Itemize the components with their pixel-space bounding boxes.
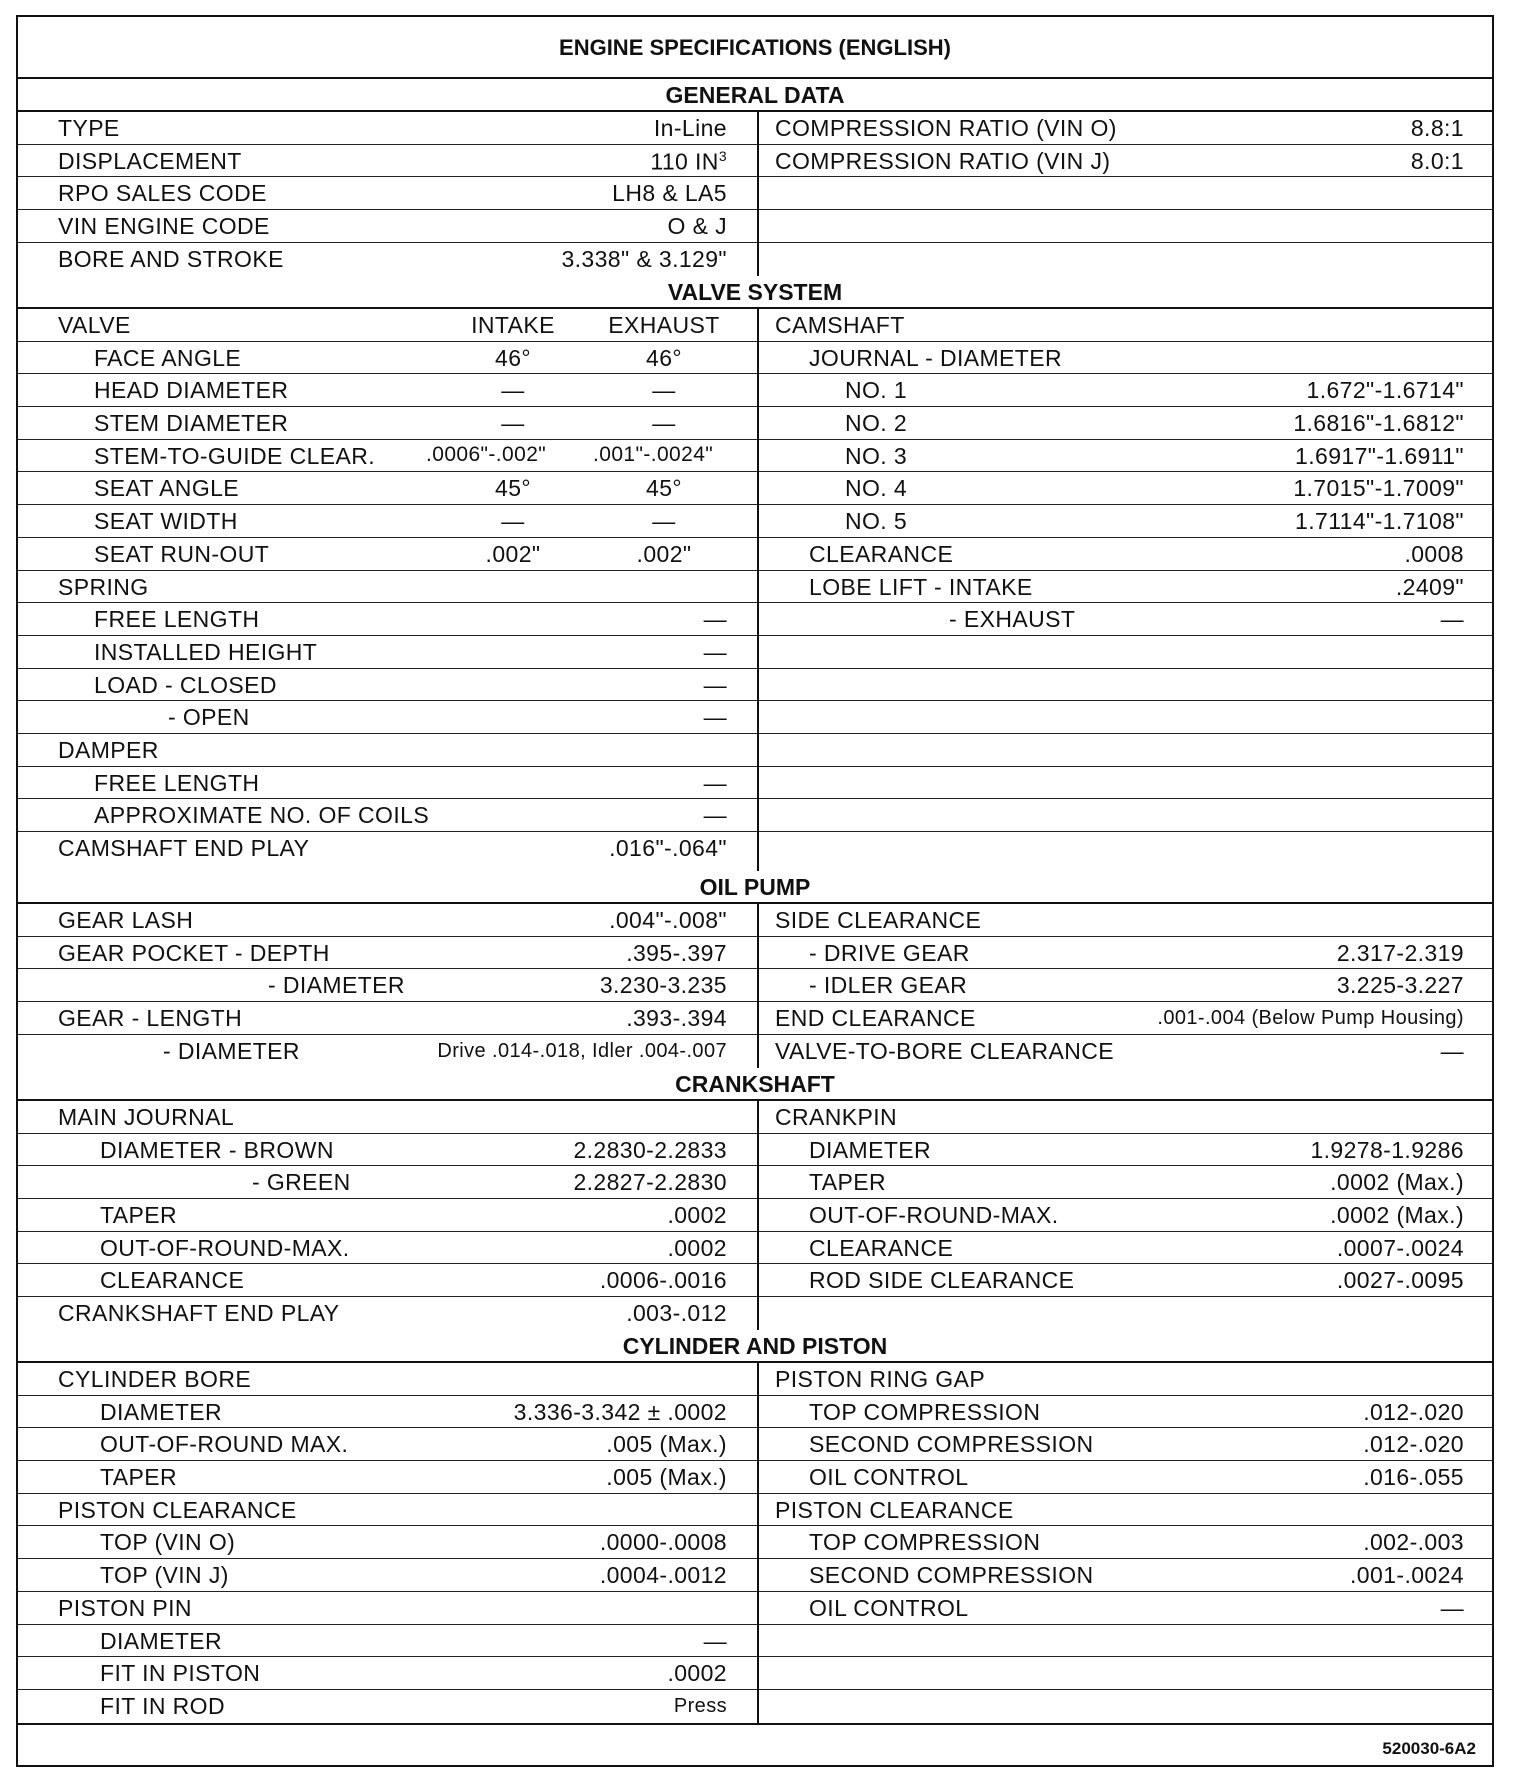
- spec-label: LOAD - CLOSED: [94, 671, 277, 698]
- spec-label: VIN ENGINE CODE: [58, 213, 270, 240]
- spec-row-clearance: [18, 1264, 757, 1297]
- spec-label: FIT IN PISTON: [100, 1660, 261, 1687]
- spec-value: 2.317-2.319: [1336, 939, 1464, 966]
- valve-header-row: [18, 309, 757, 342]
- spec-value: —: [703, 606, 727, 633]
- spec-label: SEAT RUN-OUT: [94, 540, 270, 567]
- journal-header-row: [759, 342, 1492, 375]
- valve-row: [18, 407, 757, 440]
- spec-row-ring-oil: [759, 1461, 1492, 1494]
- spec-value: .001-.004 (Below Pump Housing): [1157, 1007, 1464, 1030]
- empty-row: [759, 669, 1492, 702]
- spec-value: 3.230-3.235: [599, 972, 727, 999]
- intake-column-header: INTAKE: [471, 312, 555, 338]
- damper-row: [18, 767, 757, 800]
- spec-label: STEM-TO-GUIDE CLEAR.: [94, 442, 376, 469]
- spec-value: —: [1440, 606, 1464, 633]
- spec-row-cam-end-play: [18, 832, 757, 865]
- empty-row: [759, 701, 1492, 734]
- footer: [18, 1723, 1492, 1767]
- spec-value: 1.672"-1.6714": [1306, 377, 1464, 404]
- spec-label: HEAD DIAMETER: [94, 377, 289, 404]
- spec-label: DIAMETER: [809, 1136, 932, 1163]
- spec-row-end-clearance: [759, 1002, 1492, 1035]
- crank-right-column: [759, 1101, 1492, 1330]
- spec-row-bore-taper: [18, 1461, 757, 1494]
- cyl-left-column: [18, 1363, 759, 1723]
- spec-value: .016"-.064": [609, 835, 727, 861]
- spec-label: OIL CONTROL: [809, 1594, 969, 1621]
- spec-value: .012-.020: [1363, 1431, 1464, 1458]
- valve-row: [18, 374, 757, 407]
- spec-label: NO. 2: [845, 410, 908, 437]
- spec-value: .002-.003: [1363, 1529, 1464, 1556]
- spec-label: FREE LENGTH: [94, 769, 260, 796]
- spec-label: SPRING: [58, 573, 149, 600]
- valve-system-block: [18, 309, 1492, 871]
- spec-label: DISPLACEMENT: [58, 147, 242, 174]
- spec-row-crank-end-play: [18, 1297, 757, 1330]
- spec-row-out-of-round: [18, 1232, 757, 1265]
- empty-row: [759, 832, 1492, 865]
- spec-value: 1.6917"-1.6911": [1295, 442, 1464, 469]
- empty-row: [759, 1690, 1492, 1723]
- exhaust-value: —: [652, 377, 676, 404]
- spec-label: DIAMETER - BROWN: [100, 1136, 334, 1163]
- spec-label: BORE AND STROKE: [58, 245, 284, 272]
- spec-row-cr-vin-j: [759, 145, 1492, 178]
- spec-value: .005 (Max.): [606, 1464, 727, 1491]
- spec-value: —: [703, 802, 727, 829]
- spec-label: ROD SIDE CLEARANCE: [809, 1267, 1075, 1294]
- spec-row-valve-to-bore: [759, 1035, 1492, 1068]
- spring-row: [18, 636, 757, 669]
- spec-label: PISTON PIN: [58, 1594, 192, 1621]
- spec-value: —: [703, 1627, 727, 1654]
- spec-row-pin-out-of-round: [759, 1199, 1492, 1232]
- main-journal-header-row: [18, 1101, 757, 1134]
- spec-value: Drive .014-.018, Idler .004-.007: [437, 1039, 727, 1062]
- spec-value: .0006-.0016: [599, 1267, 727, 1294]
- spec-label: CAMSHAFT: [775, 312, 905, 338]
- spec-value: Press: [673, 1694, 727, 1717]
- spec-value: .0027-.0095: [1336, 1267, 1464, 1294]
- exhaust-value: 46°: [646, 344, 682, 371]
- spec-row-fit-in-rod: [18, 1690, 757, 1723]
- spec-label: CRANKSHAFT END PLAY: [58, 1300, 340, 1327]
- cylinder-bore-header-row: [18, 1363, 757, 1396]
- spec-value: .0004-.0012: [599, 1562, 727, 1589]
- spec-label: TOP COMPRESSION: [809, 1529, 1041, 1556]
- spec-value: 2.2827-2.2830: [573, 1169, 727, 1196]
- spec-value: .0002 (Max.): [1330, 1169, 1464, 1196]
- section-valve-system: VALVE SYSTEM: [18, 276, 1492, 309]
- spec-label: COMPRESSION RATIO (VIN J): [775, 147, 1111, 174]
- spec-value: .016-.055: [1363, 1464, 1464, 1491]
- spec-row-bore-diameter: [18, 1396, 757, 1429]
- cylinder-piston-block: [18, 1363, 1492, 1723]
- spec-label: TYPE: [58, 115, 120, 141]
- spec-row-pc2-second: [759, 1559, 1492, 1592]
- spec-sheet: [16, 15, 1494, 1767]
- spec-row-gear-diameter: [18, 1035, 757, 1068]
- spec-value: —: [1440, 1594, 1464, 1621]
- valve-row: [18, 538, 757, 571]
- spec-row-dia-green: [18, 1166, 757, 1199]
- spec-label: DAMPER: [58, 736, 159, 763]
- spec-label: DIAMETER: [100, 1627, 223, 1654]
- empty-row: [759, 636, 1492, 669]
- cyl-right-column: [759, 1363, 1492, 1723]
- spec-value: .2409": [1395, 573, 1464, 600]
- spec-value: 3.225-3.227: [1336, 972, 1464, 999]
- spec-value: 1.6816"-1.6812": [1293, 410, 1464, 437]
- spec-label: SECOND COMPRESSION: [809, 1431, 1094, 1458]
- oil-pump-block: [18, 904, 1492, 1068]
- spec-label: SEAT ANGLE: [94, 475, 240, 502]
- spec-value: 1.7114"-1.7108": [1295, 508, 1464, 535]
- spec-label: VALVE-TO-BORE CLEARANCE: [775, 1037, 1114, 1064]
- journal-row: [759, 472, 1492, 505]
- spec-label: LOBE LIFT - INTAKE: [809, 573, 1033, 600]
- exhaust-value: .001"-.0024": [593, 442, 714, 466]
- section-cylinder-piston: CYLINDER AND PISTON: [18, 1330, 1492, 1363]
- spec-value: .005 (Max.): [606, 1431, 727, 1458]
- spec-row-pocket-diameter: [18, 969, 757, 1002]
- spec-label: PISTON CLEARANCE: [58, 1496, 297, 1523]
- empty-row: [759, 177, 1492, 210]
- spec-row-ring-top: [759, 1396, 1492, 1429]
- spec-row-displacement: [18, 145, 757, 178]
- spec-row-idler-gear: [759, 969, 1492, 1002]
- spec-label: INSTALLED HEIGHT: [94, 638, 318, 665]
- spec-value: .393-.394: [626, 1005, 727, 1032]
- spec-label: CLEARANCE: [809, 540, 954, 567]
- spec-label: SEAT WIDTH: [94, 508, 238, 535]
- spec-label: FIT IN ROD: [100, 1692, 225, 1719]
- exhaust-column-header: EXHAUST: [608, 312, 720, 338]
- section-oil-pump: OIL PUMP: [18, 871, 1492, 904]
- spec-label: - DIAMETER: [163, 1037, 300, 1064]
- spec-value: .0002 (Max.): [1330, 1202, 1464, 1229]
- spec-value: LH8 & LA5: [612, 180, 727, 207]
- journal-row: [759, 440, 1492, 473]
- intake-value: .0006"-.002": [426, 442, 547, 466]
- valve-row: [18, 342, 757, 375]
- displacement-exponent: 3: [718, 147, 727, 164]
- spec-row-pin-taper: [759, 1166, 1492, 1199]
- spec-label: SECOND COMPRESSION: [809, 1562, 1094, 1589]
- spec-row-pc2-oil: [759, 1592, 1492, 1625]
- spec-value: .004"-.008": [609, 907, 727, 933]
- general-right-column: [759, 112, 1492, 276]
- spec-label: FACE ANGLE: [94, 344, 242, 371]
- exhaust-value: 45°: [646, 475, 682, 502]
- spec-label: - OPEN: [168, 704, 250, 731]
- crank-left-column: [18, 1101, 759, 1330]
- spec-row-fit-in-piston: [18, 1657, 757, 1690]
- spec-value: .012-.020: [1363, 1398, 1464, 1425]
- displacement-number: 110 IN: [650, 148, 719, 175]
- spec-value: 1.7015"-1.7009": [1293, 475, 1464, 502]
- intake-value: 46°: [495, 344, 531, 371]
- spec-row-bore-out-of-round: [18, 1428, 757, 1461]
- spring-row: [18, 603, 757, 636]
- spec-value: —: [703, 638, 727, 665]
- spec-value: 3.338" & 3.129": [561, 245, 727, 272]
- spec-label: OUT-OF-ROUND MAX.: [100, 1431, 349, 1458]
- spec-label: OUT-OF-ROUND-MAX.: [809, 1202, 1059, 1229]
- spring-row: [18, 701, 757, 734]
- spec-row-top-vin-j: [18, 1559, 757, 1592]
- oil-right-column: [759, 904, 1492, 1068]
- spec-label: CLEARANCE: [100, 1267, 245, 1294]
- damper-header-row: [18, 734, 757, 767]
- spec-label: MAIN JOURNAL: [58, 1104, 235, 1130]
- valve-right-column: [759, 309, 1492, 871]
- spec-label: CLEARANCE: [809, 1234, 954, 1261]
- spec-label: GEAR LASH: [58, 907, 194, 933]
- empty-row: [759, 243, 1492, 276]
- journal-row: [759, 505, 1492, 538]
- spec-label: PISTON RING GAP: [775, 1366, 986, 1392]
- empty-row: [759, 1625, 1492, 1658]
- exhaust-value: —: [652, 410, 676, 437]
- spec-row-type: [18, 112, 757, 145]
- spec-label: OUT-OF-ROUND-MAX.: [100, 1234, 350, 1261]
- journal-row: [759, 374, 1492, 407]
- spec-value: —: [703, 671, 727, 698]
- exhaust-value: —: [652, 508, 676, 535]
- spec-row-pin-diameter: [759, 1134, 1492, 1167]
- spec-value: .0000-.0008: [599, 1529, 727, 1556]
- spec-row-drive-gear: [759, 937, 1492, 970]
- spec-label: TOP (VIN J): [100, 1562, 229, 1589]
- spec-label: JOURNAL - DIAMETER: [809, 344, 1062, 371]
- spec-label: - EXHAUST: [949, 606, 1076, 633]
- spec-value: O & J: [667, 213, 727, 240]
- spec-value: —: [1440, 1037, 1464, 1064]
- intake-value: .002": [485, 540, 541, 567]
- empty-row: [759, 799, 1492, 832]
- spec-row-top-vin-o: [18, 1526, 757, 1559]
- spec-label: - GREEN: [252, 1169, 351, 1196]
- spec-value: 2.2830-2.2833: [573, 1136, 727, 1163]
- empty-row: [759, 1297, 1492, 1330]
- spec-row-bore-stroke: [18, 243, 757, 276]
- spec-label: RPO SALES CODE: [58, 180, 267, 207]
- spec-row-dia-brown: [18, 1134, 757, 1167]
- general-data-block: [18, 112, 1492, 276]
- crankpin-header-row: [759, 1101, 1492, 1134]
- oil-left-column: [18, 904, 759, 1068]
- spec-row-gear-lash: [18, 904, 757, 937]
- document-number: 520030-6A2: [1382, 1739, 1476, 1758]
- camshaft-header-row: [759, 309, 1492, 342]
- spec-label: NO. 5: [845, 508, 908, 535]
- spec-label: TAPER: [100, 1202, 177, 1229]
- spring-header-row: [18, 571, 757, 604]
- journal-row: [759, 407, 1492, 440]
- valve-row: [18, 505, 757, 538]
- crankshaft-block: [18, 1101, 1492, 1330]
- intake-value: —: [501, 508, 525, 535]
- page-title: ENGINE SPECIFICATIONS (ENGLISH): [18, 17, 1492, 79]
- spec-label: FREE LENGTH: [94, 606, 260, 633]
- spec-value: 8.0:1: [1410, 147, 1464, 174]
- spec-label: TAPER: [100, 1464, 177, 1491]
- spec-row-vin-code: [18, 210, 757, 243]
- spec-row-pc2-top: [759, 1526, 1492, 1559]
- spec-label: VALVE: [58, 312, 131, 338]
- intake-value: —: [501, 410, 525, 437]
- spec-label: CRANKPIN: [775, 1104, 898, 1130]
- spec-value: .0002: [667, 1660, 727, 1687]
- spec-label: NO. 1: [845, 377, 908, 404]
- piston-clearance-header-row: [18, 1494, 757, 1527]
- spec-label: TOP COMPRESSION: [809, 1398, 1041, 1425]
- spec-row-lobe-intake: [759, 571, 1492, 604]
- piston-pin-header-row: [18, 1592, 757, 1625]
- spec-label: STEM DIAMETER: [94, 410, 289, 437]
- spec-value: .0002: [667, 1234, 727, 1261]
- spec-label: APPROXIMATE NO. OF COILS: [94, 802, 430, 829]
- empty-row: [759, 1657, 1492, 1690]
- spec-row-pin-diameter: [18, 1625, 757, 1658]
- spec-label: COMPRESSION RATIO (VIN O): [775, 115, 1117, 141]
- general-left-column: [18, 112, 759, 276]
- piston-clearance-2-header-row: [759, 1494, 1492, 1527]
- spec-label: - DIAMETER: [268, 972, 405, 999]
- spec-row-pin-clearance: [759, 1232, 1492, 1265]
- spec-value: .395-.397: [626, 939, 727, 966]
- spec-value: .0007-.0024: [1336, 1234, 1464, 1261]
- section-crankshaft: CRANKSHAFT: [18, 1068, 1492, 1101]
- spec-value: .001-.0024: [1350, 1562, 1464, 1589]
- spec-row-lobe-exhaust: [759, 603, 1492, 636]
- side-clearance-header-row: [759, 904, 1492, 937]
- spec-label: - IDLER GEAR: [809, 972, 968, 999]
- spec-label: END CLEARANCE: [775, 1005, 976, 1032]
- exhaust-value: .002": [636, 540, 692, 567]
- spec-label: CYLINDER BORE: [58, 1366, 252, 1392]
- intake-value: —: [501, 377, 525, 404]
- spec-label: SIDE CLEARANCE: [775, 907, 982, 933]
- spec-value: .0008: [1404, 540, 1464, 567]
- ring-gap-header-row: [759, 1363, 1492, 1396]
- spec-row-cr-vin-o: [759, 112, 1492, 145]
- spec-value: 8.8:1: [1410, 115, 1464, 141]
- intake-value: 45°: [495, 475, 531, 502]
- spec-label: GEAR POCKET - DEPTH: [58, 939, 330, 966]
- spec-row-gear-length: [18, 1002, 757, 1035]
- spec-label: TAPER: [809, 1169, 886, 1196]
- empty-row: [759, 210, 1492, 243]
- spec-value: [650, 148, 727, 176]
- spec-value: .003-.012: [626, 1300, 727, 1327]
- spec-label: GEAR - LENGTH: [58, 1005, 243, 1032]
- spec-value: 3.336-3.342 ± .0002: [513, 1398, 727, 1425]
- spring-row: [18, 669, 757, 702]
- damper-row: [18, 799, 757, 832]
- spec-row-ring-second: [759, 1428, 1492, 1461]
- valve-row: [18, 440, 757, 473]
- spec-label: NO. 3: [845, 442, 908, 469]
- spec-label: - DRIVE GEAR: [809, 939, 970, 966]
- spec-row-pocket-depth: [18, 937, 757, 970]
- spec-value: In-Line: [653, 115, 727, 141]
- spec-row-taper: [18, 1199, 757, 1232]
- spec-row-cam-clearance: [759, 538, 1492, 571]
- spec-row-rpo: [18, 177, 757, 210]
- spec-label: CAMSHAFT END PLAY: [58, 835, 310, 861]
- valve-left-column: [18, 309, 759, 871]
- spec-label: OIL CONTROL: [809, 1464, 969, 1491]
- valve-row: [18, 472, 757, 505]
- spec-row-rod-side-clearance: [759, 1264, 1492, 1297]
- spec-value: .0002: [667, 1202, 727, 1229]
- empty-row: [759, 734, 1492, 767]
- spec-label: PISTON CLEARANCE: [775, 1496, 1014, 1523]
- spec-value: 1.9278-1.9286: [1310, 1136, 1464, 1163]
- spec-label: DIAMETER: [100, 1398, 223, 1425]
- spec-label: TOP (VIN O): [100, 1529, 236, 1556]
- empty-row: [759, 767, 1492, 800]
- section-general-data: GENERAL DATA: [18, 79, 1492, 112]
- spec-value: —: [703, 704, 727, 731]
- spec-value: —: [703, 769, 727, 796]
- spec-label: NO. 4: [845, 475, 908, 502]
